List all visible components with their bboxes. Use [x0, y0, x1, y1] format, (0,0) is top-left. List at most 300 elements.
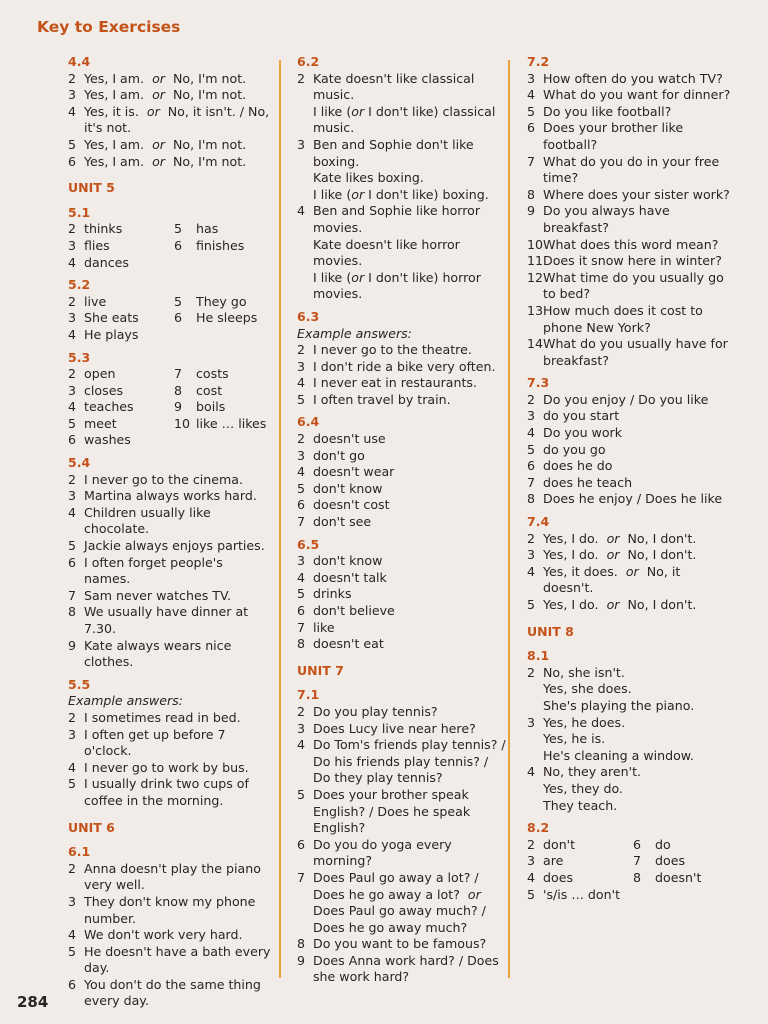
answer-text: What do you usually have for breakfast?	[543, 336, 728, 368]
answer-text: teaches	[84, 399, 134, 415]
answer-text: Do Tom's friends play tennis? / Do his friends play tennis? / Do they play tennis?	[313, 737, 506, 786]
answer-item	[527, 187, 732, 204]
column-2	[297, 54, 507, 986]
or-label: or	[152, 87, 165, 103]
answer-item	[297, 704, 507, 721]
or-label: or	[467, 886, 481, 902]
answer-item	[68, 294, 174, 311]
answer-item	[297, 514, 507, 531]
answer-number: 4	[527, 869, 536, 885]
answer-text: Do you work	[543, 425, 623, 441]
answer-item	[68, 861, 273, 894]
answer-item	[68, 221, 174, 238]
answer-number: 5	[68, 136, 77, 152]
answer-number: 5	[174, 221, 183, 237]
answer-text: washes	[84, 432, 131, 448]
answer-number: 2	[68, 70, 77, 86]
answer-number: 5	[297, 480, 306, 496]
answer-number: 3	[68, 87, 77, 103]
answer-number	[174, 432, 196, 449]
answer-number: 4	[297, 464, 306, 480]
answer-item	[68, 416, 174, 433]
answer-item	[527, 154, 732, 187]
answer-item	[68, 432, 174, 449]
answer-item	[527, 698, 732, 715]
column-divider	[279, 60, 281, 978]
answer-item	[527, 392, 732, 409]
answer-number	[527, 748, 543, 765]
answer-number: 13	[527, 302, 544, 318]
answer-text: do you start	[543, 408, 620, 424]
exercise-heading: 7.2	[527, 54, 550, 69]
answer-number: 9	[297, 952, 306, 968]
answer-text: Yes, I am. or No, I'm not.	[84, 87, 247, 103]
answer-number	[297, 170, 313, 187]
answer-number: 3	[68, 726, 77, 742]
answer-item	[68, 776, 273, 809]
exercise-heading: 6.1	[68, 844, 91, 860]
answer-number: 5	[297, 786, 306, 802]
answer-number: 6	[297, 497, 306, 513]
answer-number: 4	[527, 87, 536, 103]
answer-item	[527, 597, 732, 614]
answer-item	[527, 270, 732, 303]
answer-text: I sometimes read in bed.	[84, 709, 241, 725]
or-label: or	[606, 530, 620, 546]
answer-text: flies	[84, 237, 110, 253]
answer-item	[297, 497, 507, 514]
answer-text: What time do you usually go to bed?	[543, 269, 724, 302]
answer-text: meet	[84, 415, 117, 431]
answer-text: do	[655, 836, 671, 852]
answer-item	[68, 638, 273, 671]
answer-number: 6	[174, 310, 183, 326]
answer-text: Do you do yoga every morning?	[313, 836, 452, 869]
answer-number: 3	[68, 310, 77, 326]
answer-item	[527, 425, 732, 442]
answer-item	[297, 187, 507, 204]
answer-text: They don't know my phone number.	[84, 893, 256, 926]
answer-item	[297, 636, 507, 653]
answer-number: 9	[174, 399, 183, 415]
answer-text	[196, 432, 273, 449]
answer-number: 7	[68, 587, 77, 603]
answer-text: I never go to the theatre.	[313, 342, 472, 358]
answer-text: I like (or I don't like) classical music.	[313, 103, 496, 136]
answer-item	[527, 87, 732, 104]
answer-item	[68, 604, 273, 637]
answer-text: Jackie always enjoys parties.	[84, 538, 265, 554]
answer-item	[68, 488, 273, 505]
answer-item	[174, 327, 273, 344]
answer-text: don't know	[313, 480, 383, 496]
answer-text: I never go to work by bus.	[84, 759, 249, 775]
answer-item	[68, 727, 273, 760]
answer-grid	[68, 221, 273, 271]
exercise-heading: 6.5	[297, 536, 320, 552]
answer-text: Kate doesn't like classical music.	[313, 70, 475, 103]
answer-item	[68, 555, 273, 588]
answer-text: does he teach	[543, 474, 633, 490]
answer-number: 5	[68, 943, 77, 959]
answer-number: 3	[297, 358, 306, 374]
answer-number: 3	[68, 488, 77, 504]
answer-number: 3	[68, 893, 77, 909]
answer-text: She eats	[84, 310, 139, 326]
or-label: or	[146, 103, 160, 119]
answer-item	[527, 336, 732, 369]
answer-text: What does this word mean?	[543, 236, 719, 252]
answer-item	[297, 721, 507, 738]
answer-item	[297, 270, 507, 303]
answer-item	[297, 375, 507, 392]
answer-number: 2	[297, 70, 306, 86]
answer-number	[527, 798, 543, 815]
answer-text: doesn't talk	[313, 569, 387, 585]
answer-text: He doesn't have a bath every day.	[84, 943, 271, 976]
answer-item	[527, 408, 732, 425]
answer-number: 7	[297, 514, 306, 530]
exercise-heading: 6.2	[297, 54, 320, 69]
answer-text: Kate doesn't like horror movies.	[313, 236, 460, 269]
answer-item	[174, 366, 273, 383]
answer-number: 4	[68, 399, 77, 415]
answer-text: How much does it cost to phone New York?	[543, 302, 703, 335]
answer-text: I like (or I don't like) boxing.	[313, 186, 489, 202]
answer-item	[527, 681, 732, 698]
answer-text: Yes, I do. or No, I don't.	[543, 530, 697, 546]
answer-text: They go	[196, 293, 247, 309]
answer-number	[297, 270, 313, 303]
answer-number: 7	[174, 366, 183, 382]
answer-number: 3	[527, 714, 536, 730]
answer-text: I never eat in restaurants.	[313, 375, 477, 391]
answer-number: 8	[527, 491, 536, 507]
answer-text: like … likes	[196, 415, 267, 431]
answer-number: 5	[527, 103, 536, 119]
exercise-heading: 4.4	[68, 54, 91, 69]
answer-text: Do you enjoy / Do you like	[543, 391, 709, 407]
answer-text: I like (or I don't like) horror movies.	[313, 269, 481, 302]
answer-number: 5	[68, 415, 77, 431]
answer-item	[297, 170, 507, 187]
answer-text: don't know	[313, 553, 383, 569]
answer-number: 5	[527, 886, 536, 902]
answer-number: 4	[68, 504, 77, 520]
answer-item	[297, 553, 507, 570]
exercise-heading: 5.2	[68, 277, 91, 293]
or-label: or	[152, 153, 165, 169]
answer-text: He's cleaning a window.	[543, 747, 694, 763]
answer-item	[297, 71, 507, 104]
answer-text: No, she isn't.	[543, 664, 625, 680]
answer-item	[68, 238, 174, 255]
answer-number: 2	[527, 391, 536, 407]
answer-item	[68, 472, 273, 489]
answer-text: don't believe	[313, 603, 395, 618]
answer-item	[174, 399, 273, 416]
answer-number: 2	[68, 709, 77, 725]
answer-number: 6	[297, 836, 306, 852]
answer-text: Does Lucy live near here?	[313, 720, 476, 736]
answer-text: They teach.	[543, 797, 618, 813]
answer-number: 4	[68, 103, 77, 119]
answer-item	[297, 586, 507, 603]
answer-text: doesn't	[655, 869, 702, 885]
unit-heading: UNIT 5	[68, 180, 115, 196]
answer-text: Yes, I am. or No, I'm not.	[84, 70, 247, 86]
answer-number: 9	[527, 203, 536, 219]
answer-item	[68, 87, 273, 104]
column-1	[68, 54, 273, 1010]
or-label: or	[606, 597, 620, 612]
answer-item	[297, 464, 507, 481]
answer-text: Does Anna work hard? / Does she work hard?	[313, 952, 499, 985]
answer-number: 6	[527, 120, 536, 136]
answer-text: Yes, he is.	[543, 731, 606, 747]
exercise-heading: 7.1	[297, 687, 320, 703]
answer-item	[174, 310, 273, 327]
answer-item	[527, 303, 732, 336]
answer-item	[527, 764, 732, 781]
answer-number	[297, 187, 313, 204]
answer-item	[174, 255, 273, 272]
answer-item	[174, 432, 273, 449]
answer-number: 8	[527, 186, 536, 202]
answer-text: boils	[196, 399, 226, 415]
answer-number: 6	[68, 976, 77, 992]
answer-item	[68, 366, 174, 383]
answer-item	[527, 731, 732, 748]
answer-item	[297, 620, 507, 637]
answer-text: has	[196, 221, 219, 237]
answer-text: Yes, it does. or No, it doesn't.	[543, 563, 681, 596]
answer-text: 's/is … don't	[543, 886, 621, 902]
answer-item	[174, 383, 273, 400]
answer-number: 5	[174, 293, 183, 309]
answer-item	[527, 870, 633, 887]
exercise-heading: 5.5	[68, 676, 91, 692]
answer-item	[633, 837, 732, 854]
answer-item	[527, 491, 732, 508]
answer-text: I usually drink two cups of coffee in the morning.	[84, 776, 249, 808]
answer-number: 2	[68, 221, 77, 237]
answer-number: 5	[527, 597, 536, 612]
answer-item	[297, 104, 507, 137]
answer-number: 6	[174, 237, 183, 253]
answer-text: doesn't cost	[313, 497, 390, 513]
answer-text: Do you always have breakfast?	[543, 203, 670, 235]
answer-item	[68, 310, 174, 327]
answer-number: 5	[527, 441, 536, 457]
answer-item	[527, 253, 732, 270]
answer-number	[297, 104, 313, 137]
answer-number: 4	[68, 927, 77, 943]
answer-text: Kate likes boxing.	[313, 170, 424, 186]
answer-number: 8	[174, 382, 183, 398]
answer-number: 4	[527, 764, 536, 780]
answer-number: 3	[68, 382, 77, 398]
answer-number: 2	[527, 836, 536, 852]
answer-text: We usually have dinner at 7.30.	[84, 604, 249, 636]
answer-number: 2	[527, 664, 536, 680]
answer-text: Ben and Sophie like horror movies.	[313, 203, 481, 235]
answer-text	[655, 887, 732, 904]
answer-item	[297, 570, 507, 587]
answer-text: Kate always wears nice clothes.	[84, 637, 232, 670]
answer-text: Where does your sister work?	[543, 186, 730, 202]
answer-item	[174, 294, 273, 311]
answer-number: 2	[297, 342, 306, 358]
answer-text: I often travel by train.	[313, 391, 451, 407]
answer-text: finishes	[196, 237, 245, 253]
unit-heading: UNIT 7	[297, 662, 344, 678]
answer-number: 3	[297, 136, 306, 152]
answer-number: 7	[297, 619, 306, 635]
answer-number: 4	[68, 326, 77, 342]
answer-text: How often do you watch TV?	[543, 70, 723, 86]
answer-number: 3	[68, 237, 77, 253]
answer-text: does he do	[543, 458, 613, 474]
answer-item	[68, 894, 273, 927]
or-label: or	[625, 563, 639, 579]
answer-item	[527, 104, 732, 121]
answer-text: does	[655, 853, 686, 869]
example-answers-label: Example answers:	[68, 693, 183, 709]
answer-item	[297, 431, 507, 448]
answer-item	[68, 383, 174, 400]
answer-number: 7	[297, 869, 306, 885]
answer-item	[527, 798, 732, 815]
answer-number	[633, 887, 655, 904]
answer-number: 4	[527, 425, 536, 441]
answer-text: She's playing the piano.	[543, 697, 695, 713]
answer-text: Sam never watches TV.	[84, 587, 231, 603]
answer-item	[527, 748, 732, 765]
answer-item	[527, 475, 732, 492]
answer-item	[68, 71, 273, 88]
answer-item	[297, 870, 507, 936]
answer-number	[527, 698, 543, 715]
answer-item	[527, 531, 732, 548]
answer-item	[527, 781, 732, 798]
answer-text: Yes, I do. or No, I don't.	[543, 597, 697, 612]
answer-item	[68, 399, 174, 416]
answer-text: doesn't wear	[313, 464, 395, 480]
answer-number: 6	[633, 836, 642, 852]
answer-text: No, they aren't.	[543, 764, 642, 780]
answer-number: 10	[174, 415, 191, 431]
answer-item	[174, 221, 273, 238]
exercise-heading: 5.1	[68, 204, 91, 220]
answer-item	[297, 603, 507, 620]
answer-number: 8	[297, 936, 306, 952]
exercise-heading: 7.4	[527, 514, 550, 530]
answer-number	[527, 731, 543, 748]
answer-text: What do you want for dinner?	[543, 87, 731, 103]
answer-item	[174, 416, 273, 433]
answer-text: Does he enjoy / Does he like	[543, 491, 723, 507]
exercise-heading: 6.3	[297, 308, 320, 324]
answer-text: Does your brother speak English? / Does he speak English?	[313, 786, 471, 836]
page-number: 284	[17, 993, 49, 1011]
answer-item	[68, 538, 273, 555]
answer-item	[297, 936, 507, 953]
answer-number: 5	[68, 538, 77, 554]
answer-number: 2	[297, 703, 306, 719]
answer-number: 2	[68, 471, 77, 487]
answer-item	[68, 760, 273, 777]
answer-item	[297, 737, 507, 787]
answer-text: open	[84, 366, 116, 382]
exercise-heading: 8.2	[527, 820, 550, 836]
answer-item	[527, 237, 732, 254]
answer-item	[527, 203, 732, 236]
answer-item	[68, 977, 273, 1010]
answer-number: 4	[527, 563, 536, 579]
answer-number: 2	[297, 431, 306, 447]
answer-number: 5	[297, 391, 306, 407]
answer-item	[297, 237, 507, 270]
answer-text: Does your brother like football?	[543, 120, 684, 152]
answer-item	[68, 154, 273, 171]
answer-text: are	[543, 853, 564, 869]
answer-text: doesn't eat	[313, 636, 384, 652]
answer-text: live	[84, 293, 107, 309]
answer-number	[297, 237, 313, 270]
answer-number: 8	[297, 636, 306, 652]
answer-number: 3	[527, 408, 536, 424]
answer-text: Yes, it is. or No, it isn't. / No, it's not.	[84, 103, 270, 136]
answer-item	[527, 120, 732, 153]
answer-number: 4	[297, 375, 306, 391]
answer-number: 7	[633, 853, 642, 869]
answer-text: Anna doesn't play the piano very well.	[84, 860, 261, 893]
answer-number: 8	[633, 869, 642, 885]
answer-text: I never go to the cinema.	[84, 471, 243, 487]
answer-item	[527, 458, 732, 475]
answer-number: 4	[297, 737, 306, 753]
answer-text: doesn't use	[313, 431, 386, 447]
answer-number	[174, 327, 196, 344]
answer-grid	[527, 837, 732, 903]
answer-number: 3	[527, 70, 536, 86]
answer-item	[68, 255, 174, 272]
answer-text: cost	[196, 382, 223, 398]
answer-item	[297, 342, 507, 359]
answer-number: 11	[527, 253, 544, 269]
answer-text: Do you like football?	[543, 103, 672, 119]
answer-grid	[68, 366, 273, 449]
answer-text: I don't ride a bike very often.	[313, 358, 496, 374]
answer-text: don't see	[313, 514, 372, 530]
answer-number	[527, 781, 543, 798]
answer-text: Yes, they do.	[543, 780, 623, 796]
answer-item	[297, 481, 507, 498]
answer-number: 6	[297, 603, 306, 618]
answer-text	[196, 255, 273, 272]
answer-item	[68, 104, 273, 137]
or-label: or	[152, 70, 165, 86]
exercise-heading: 8.1	[527, 648, 550, 664]
answer-item	[527, 837, 633, 854]
answer-item	[297, 392, 507, 409]
answer-item	[527, 564, 732, 597]
example-answers-label: Example answers:	[297, 325, 412, 341]
exercise-heading: 5.4	[68, 455, 91, 471]
answer-number: 14	[527, 336, 544, 352]
answer-item	[633, 853, 732, 870]
